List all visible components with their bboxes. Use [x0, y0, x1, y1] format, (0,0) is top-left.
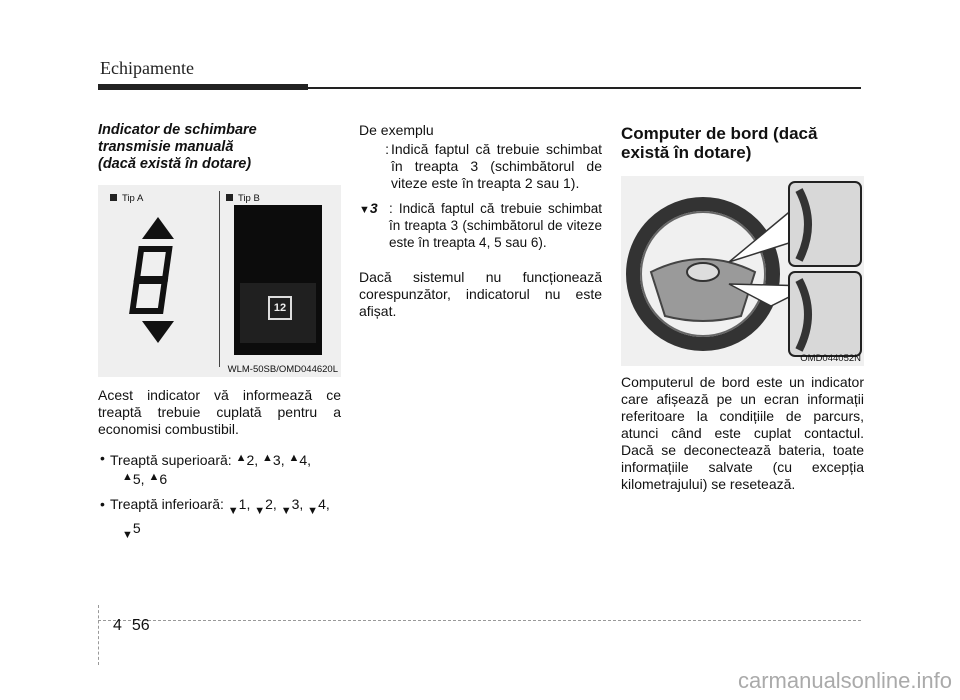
gear-value: 5, [132, 471, 145, 487]
arrow-down-icon: ▼ [307, 505, 319, 517]
gear-value: 2, [265, 496, 277, 512]
example-title: De exemplu [359, 122, 434, 138]
arrow-down-icon: ▼ [227, 505, 239, 517]
page-value: 56 [131, 617, 150, 634]
example-1-mark: : [385, 141, 389, 157]
title-line: (dacă există în dotare) [98, 156, 252, 172]
arrow-up-icon: ▲ [262, 452, 273, 464]
arrow-down-icon: ▼ [359, 204, 370, 216]
example-2 [359, 200, 602, 251]
figure-divider [219, 191, 220, 367]
example-section [359, 122, 602, 320]
title-line: Indicator de schimbare [98, 122, 257, 138]
example-1 [359, 141, 602, 192]
title-line: Computer de bord (dacă [621, 124, 818, 143]
gear-value: 4, [299, 452, 312, 468]
example-1-text: Indică faptul că trebuie schimbat în treapta 3 (schimbătorul de viteze este în treapta 2 sau 1). [391, 141, 602, 191]
tip-b-window [240, 283, 316, 343]
gear-value: 1, [238, 496, 251, 512]
figure-label-b: Tip B [226, 193, 260, 204]
gear-value: 3, [291, 496, 304, 512]
figure-label-a: Tip A [110, 193, 143, 204]
shift-indicator-figure [98, 185, 341, 377]
arrow-up-icon: ▲ [288, 452, 300, 464]
example-2-mark: ▼3 [359, 200, 378, 216]
figure-caption: WLM-50SB/OMD044620L [227, 364, 338, 375]
arrow-up-icon: ▲ [235, 452, 247, 464]
tip-a-indicator-icon [128, 215, 188, 345]
arrow-down-icon: ▼ [122, 529, 133, 541]
arrow-up-icon: ▲ [122, 471, 133, 483]
gear-value: 4, [318, 496, 330, 512]
bullet-label: Treaptă superioară: [110, 452, 232, 468]
gear-value: 5 [132, 520, 141, 536]
arrow-down-icon: ▼ [254, 505, 266, 517]
footer-guide-vertical [98, 605, 99, 665]
gear-value: 6 [159, 471, 168, 487]
section-number: 4 [113, 617, 122, 634]
gear-bullets [98, 450, 341, 544]
shift-indicator-section [98, 122, 341, 552]
bullet-upshift: • Treaptă superioară: ▲2, ▲3, ▲4, ▲5, ▲6 [100, 450, 312, 487]
intro-paragraph: Acest indicator vă informează ce treaptă trebuie cuplată pentru a economisi combustibil. [98, 387, 341, 437]
footer-guide-horizontal [98, 620, 861, 621]
steering-wheel-icon [621, 176, 864, 366]
section-title [98, 122, 341, 173]
section-title [621, 124, 864, 162]
gear-value: 2, [246, 452, 259, 468]
trip-computer-paragraph: Computerul de bord este un indicator care afișează pe un ecran informații referitoare la condițiile de parcurs, atunci când este cuplat contactul. Dacă se deconectează bateria, toate informațiile salvate (cu excepția kilometrajului) se resetează. [621, 374, 864, 492]
tip-b-display [234, 205, 322, 355]
tip-b-gear-badge: 12 [268, 296, 292, 320]
page-number [113, 617, 150, 635]
photo-caption: OMD044052N [800, 353, 861, 364]
bullet-downshift: • Treaptă inferioară: ▼1, ▼2, ▼3, ▼4, ▼5 [98, 496, 341, 544]
arrow-down-icon: ▼ [280, 505, 292, 517]
running-header: Echipamente [100, 58, 194, 78]
watermark: carmanualsonline.info [737, 668, 952, 693]
note-paragraph: Dacă sistemul nu funcționează corespunzător, indicatorul nu este afișat. [359, 269, 602, 319]
steering-wheel-photo [621, 176, 864, 366]
gear-value: 3, [272, 452, 285, 468]
example-2-text: : Indică faptul că trebuie schimbat în treapta 3 (schimbătorul de viteze este în treapta 4, 5 sau 6). [389, 201, 602, 250]
trip-computer-section [621, 124, 864, 493]
bullet-label: Treaptă inferioară: [110, 496, 224, 512]
title-line: transmisie manuală [98, 139, 234, 155]
header-rule [98, 87, 861, 89]
arrow-up-icon: ▲ [148, 471, 160, 483]
title-line: există în dotare) [621, 143, 752, 162]
